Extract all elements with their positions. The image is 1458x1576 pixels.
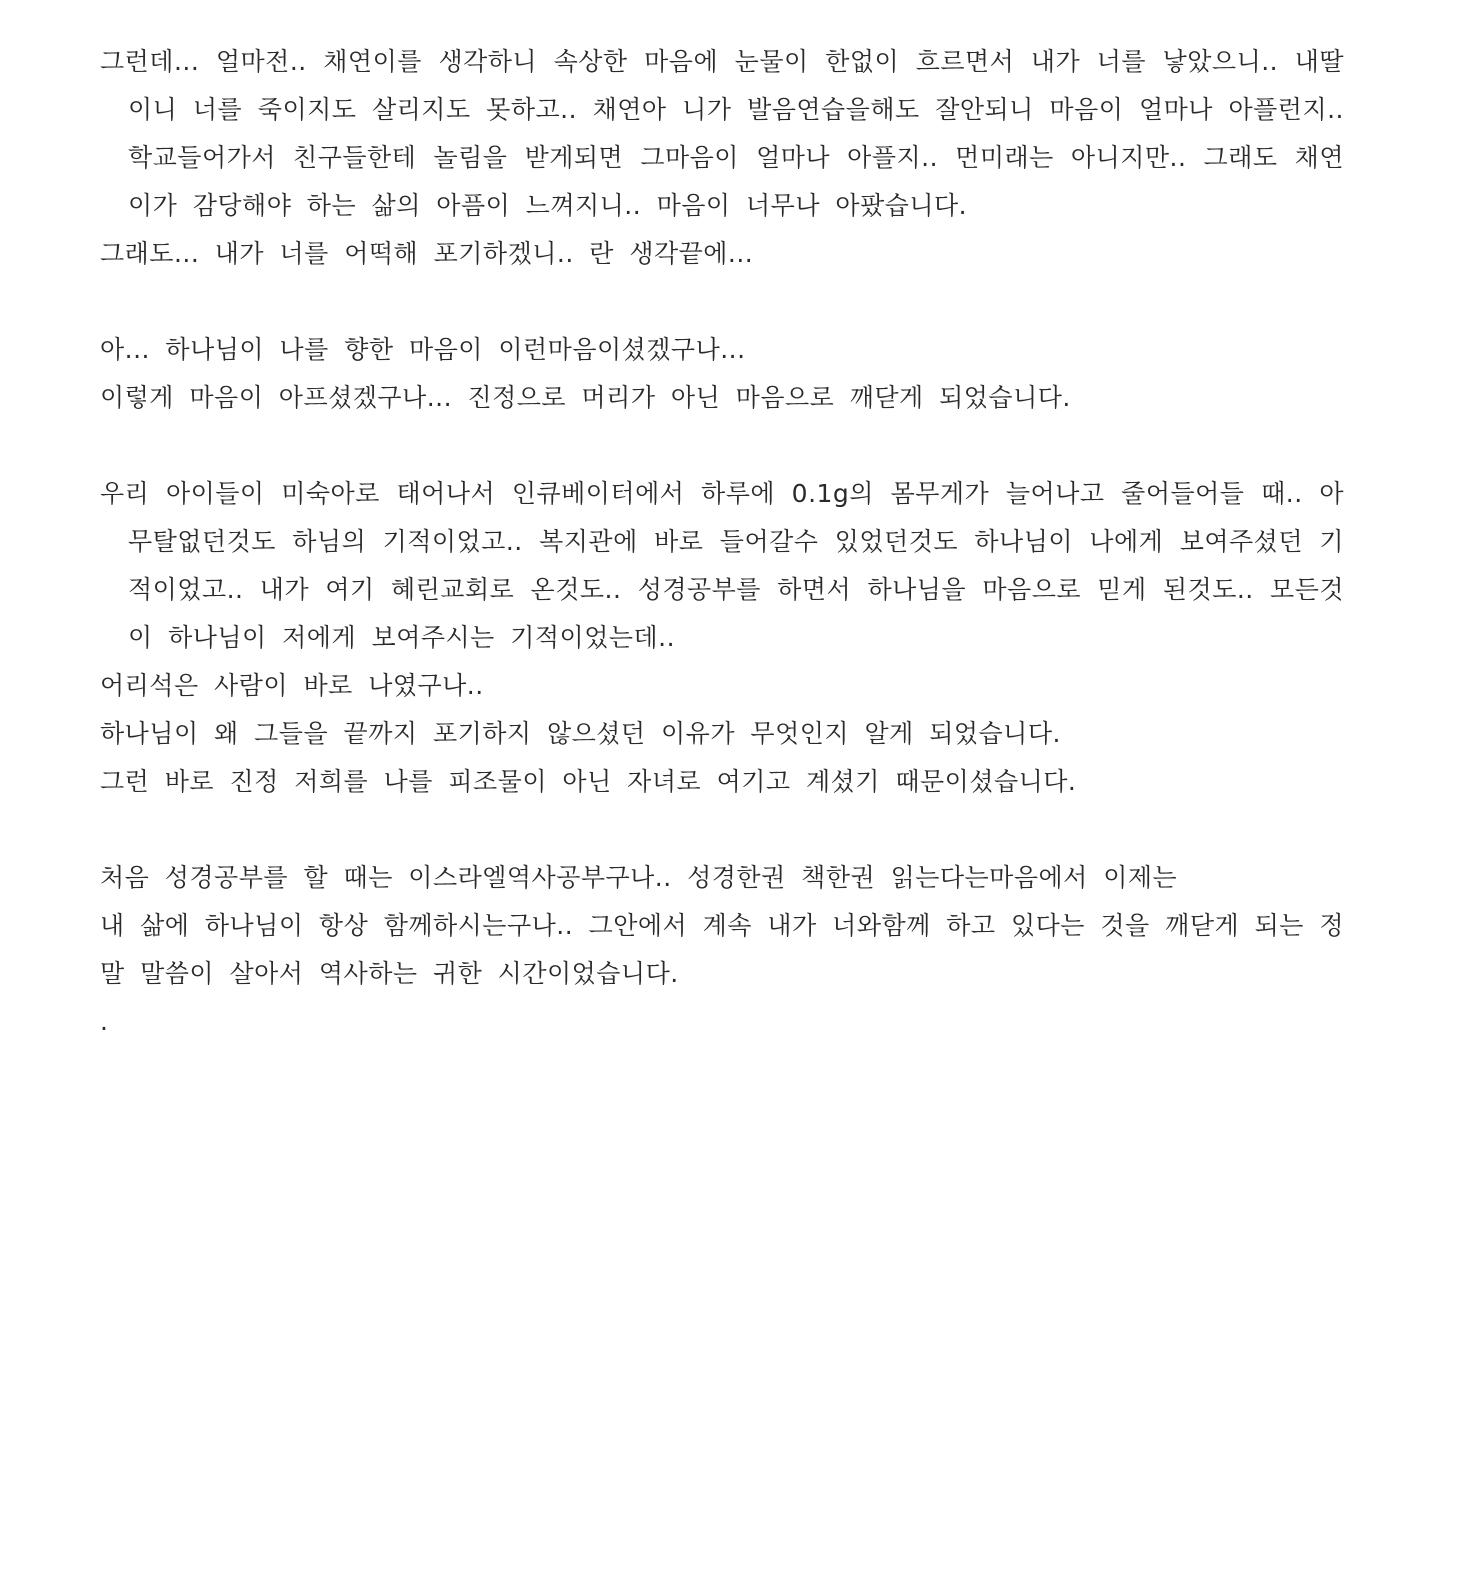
paragraph-bible-study: 처음 성경공부를 할 때는 이스라엘역사공부구나.. 성경한권 책한권 읽는다는마음에서 이제는 — [100, 863, 1178, 892]
paragraph-god-heart: 아... 하나님이 나를 향한 마음이 이런마음이셨겠구나... — [100, 335, 746, 364]
paragraph-children: 그런 바로 진정 저희를 나를 피조물이 아닌 자녀로 여기고 계셨기 때문이셨습니다. — [100, 767, 1077, 796]
paragraph-living-word: 내 삶에 하나님이 항상 함께하시는구나.. 그안에서 계속 내가 너와함께 하고 있다는 것을 깨닫게 되는 정말 말씀이 살아서 역사하는 귀한 시간이었습니다. — [100, 911, 1344, 988]
paragraph-spacer — [100, 422, 1344, 470]
paragraph-spacer — [100, 806, 1344, 854]
paragraph-reason: 하나님이 왜 그들을 끝까지 포기하지 않으셨던 이유가 무엇인지 알게 되었습니다. — [100, 719, 1061, 748]
paragraph-foolish-person: 어리석은 사람이 바로 나였구나.. — [100, 671, 484, 700]
paragraph-not-give-up: 그래도... 내가 너를 어떡해 포기하겠니.. 란 생각끝에... — [100, 239, 754, 268]
paragraph-chaeyeon-tears: 그런데... 얼마전.. 채연이를 생각하니 속상한 마음에 눈물이 한없이 흐르면서 내가 너를 낳았으니.. 내딸이니 너를 죽이지도 살리지도 못하고.. 채연아 니가 발음연습을해도 잘안되니 마음이 얼마나 아플런지.. 학교들어가서 친구들한테 놀림을 받게되면 그마음이 얼마나 아플지.. 먼미래는 아니지만.. 그래도 채연이가 감당해야 하는 삶의 아픔이 느껴지니.. 마음이 너무나 아팠습니다. — [100, 47, 1344, 220]
document-body — [100, 38, 1344, 1046]
paragraph-realization: 이렇게 마음이 아프셨겠구나... 진정으로 머리가 아닌 마음으로 깨닫게 되었습니다. — [100, 383, 1071, 412]
paragraph-spacer — [100, 278, 1344, 326]
paragraph-miracles: 우리 아이들이 미숙아로 태어나서 인큐베이터에서 하루에 0.1g의 몸무게가 늘어나고 줄어들어들 때.. 아무탈없던것도 하님의 기적이었고.. 복지관에 바로 들어갈수 있었던것도 하나님이 나에게 보여주셨던 기적이었고.. 내가 여기 혜린교회로 온것도.. 성경공부를 하면서 하나님을 마음으로 믿게 된것도.. 모든것이 하나님이 저에게 보여주시는 기적이었는데.. — [100, 479, 1344, 652]
trailing-dot: . — [100, 1007, 109, 1036]
